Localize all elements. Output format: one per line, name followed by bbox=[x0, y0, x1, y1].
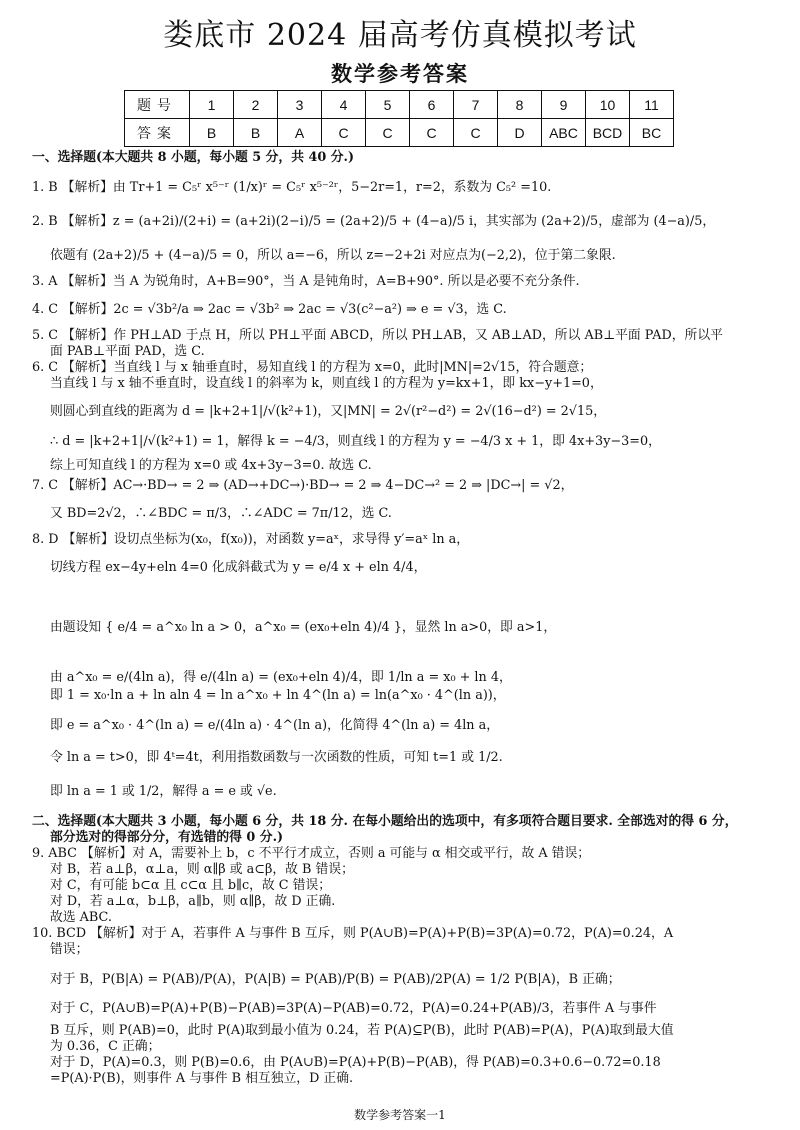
section-heading: 部分选对的得部分分，有选错的得 0 分.) bbox=[50, 829, 284, 845]
document-title: 娄底市 2024 届高考仿真模拟考试 bbox=[163, 18, 637, 53]
solution-line: 3. A 【解析】当 A 为锐角时，A+B=90°，当 A 是钝角时，A=B+90°. 所以是必要不充分条件. bbox=[32, 273, 580, 289]
answer-table-answer-row bbox=[125, 119, 674, 147]
answer-cell: BCD bbox=[586, 119, 630, 147]
answer-cell: B bbox=[234, 119, 278, 147]
solution-line: 错误； bbox=[50, 941, 89, 957]
answer-cell: C bbox=[454, 119, 498, 147]
answer-table-number-row bbox=[125, 91, 674, 119]
solution-line: 由 a^x₀ = e/(4ln a)，得 e/(4ln a) = (ex₀+eln 4)/4，即 1/ln a = x₀ + ln 4， bbox=[50, 669, 512, 685]
question-number: 7 bbox=[454, 91, 498, 119]
solution-line: 对于 B，P(B|A) = P(AB)/P(A)，P(A|B) = P(AB)/P(B) = P(AB)/2P(A) = 1/2 P(B|A)，B 正确； bbox=[50, 971, 621, 987]
solution-line: 由题设知 { e/4 = a^x₀ ln a > 0，a^x₀ = (ex₀+eln 4)/4 }，显然 ln a>0，即 a>1， bbox=[50, 619, 557, 635]
answer-cell: ABC bbox=[542, 119, 586, 147]
row-label-answer: 答案 bbox=[125, 119, 190, 147]
answer-cell: A bbox=[278, 119, 322, 147]
solution-line: 5. C 【解析】作 PH⊥AD 于点 H，所以 PH⊥平面 ABCD，所以 PH⊥AB，又 AB⊥AD，所以 AB⊥平面 PAD，所以平 bbox=[32, 327, 723, 343]
solution-line: 2. B 【解析】z = (a+2i)/(2+i) = (a+2i)(2−i)/5 = (2a+2)/5 + (4−a)/5 i，其实部为 (2a+2)/5，虚部为 (4−a)/5， bbox=[32, 213, 716, 229]
solution-line: 故选 ABC. bbox=[50, 909, 112, 925]
solution-line: 8. D 【解析】设切点坐标为(x₀，f(x₀))，对函数 y=aˣ，求导得 y′=aˣ ln a， bbox=[32, 531, 470, 547]
solution-line: 即 1 = x₀·ln a + ln aln 4 = ln a^x₀ + ln 4^(ln a) = ln(a^x₀ · 4^(ln a))， bbox=[50, 687, 506, 703]
solution-line: 则圆心到直线的距离为 d = |k+2+1|/√(k²+1)，又|MN| = 2√(r²−d²) = 2√(16−d²) = 2√15， bbox=[50, 403, 607, 419]
answer-cell: C bbox=[366, 119, 410, 147]
solution-line: 综上可知直线 l 的方程为 x=0 或 4x+3y−3=0. 故选 C. bbox=[50, 457, 372, 473]
solution-line: 9. ABC 【解析】对 A，需要补上 b，c 不平行才成立，否则 a 可能与 α 相交或平行，故 A 错误； bbox=[32, 845, 591, 861]
solution-line: 依题有 (2a+2)/5 + (4−a)/5 = 0，所以 a=−6，所以 z=−2+2i 对应点为(−2,2)，位于第二象限. bbox=[50, 247, 616, 263]
question-number: 2 bbox=[234, 91, 278, 119]
solution-line: 对 B，若 a⊥β，α⊥a，则 α∥β 或 a⊂β，故 B 错误； bbox=[50, 861, 354, 877]
question-number: 9 bbox=[542, 91, 586, 119]
answer-cell: D bbox=[498, 119, 542, 147]
question-number: 8 bbox=[498, 91, 542, 119]
solution-line: 对 C，有可能 b⊂α 且 c⊂α 且 b∥c，故 C 错误； bbox=[50, 877, 332, 893]
question-number: 11 bbox=[630, 91, 674, 119]
question-number: 1 bbox=[190, 91, 234, 119]
solution-line: 切线方程 ex−4y+eln 4=0 化成斜截式为 y = e/4 x + eln 4/4， bbox=[50, 559, 427, 575]
page-footer: 数学参考答案一1 bbox=[354, 1108, 446, 1122]
solution-line: 即 e = a^x₀ · 4^(ln a) = e/(4ln a) · 4^(ln a)，化简得 4^(ln a) = 4ln a， bbox=[50, 717, 500, 733]
solution-line: =P(A)·P(B)，则事件 A 与事件 B 相互独立，D 正确. bbox=[50, 1071, 354, 1087]
question-number: 5 bbox=[366, 91, 410, 119]
document-subtitle: 数学参考答案 bbox=[331, 61, 469, 86]
solution-line: 4. C 【解析】2c = √3b²/a ⇒ 2ac = √3b² ⇒ 2ac = √3(c²−a²) ⇒ e = √3，选 C. bbox=[32, 301, 507, 317]
answer-cell: C bbox=[322, 119, 366, 147]
answer-cell: C bbox=[410, 119, 454, 147]
solution-line: 对 D，若 a⊥α，b⊥β，a∥b，则 α∥β，故 D 正确. bbox=[50, 893, 336, 909]
answer-cell: B bbox=[190, 119, 234, 147]
solution-line: 又 BD=2√2，∴∠BDC = π/3，∴∠ADC = 7π/12，选 C. bbox=[50, 505, 392, 521]
row-label-number: 题号 bbox=[125, 91, 190, 119]
solution-line: 对于 D，P(A)=0.3，则 P(B)=0.6，由 P(A∪B)=P(A)+P(B)−P(AB)，得 P(AB)=0.3+0.6−0.72=0.18 bbox=[50, 1055, 661, 1071]
solution-line: 为 0.36，C 正确； bbox=[50, 1039, 161, 1055]
solution-line: 即 ln a = 1 或 1/2，解得 a = e 或 √e. bbox=[50, 783, 277, 799]
solution-line: 对于 C，P(A∪B)=P(A)+P(B)−P(AB)=3P(A)−P(AB)=0.72，P(A)=0.24+P(AB)/3，若事件 A 与事件 bbox=[50, 1001, 657, 1017]
answer-table bbox=[124, 90, 674, 147]
solution-line: 6. C 【解析】当直线 l 与 x 轴垂直时，易知直线 l 的方程为 x=0，此时|MN|=2√15，符合题意； bbox=[32, 359, 593, 375]
question-number: 6 bbox=[410, 91, 454, 119]
solution-line: 面 PAB⊥平面 PAD，选 C. bbox=[50, 343, 205, 359]
question-number: 4 bbox=[322, 91, 366, 119]
solution-line: 1. B 【解析】由 Tr+1 = C₅ʳ x⁵⁻ʳ (1/x)ʳ = C₅ʳ x⁵⁻²ʳ，5−2r=1，r=2，系数为 C₅² =10. bbox=[32, 179, 552, 195]
solution-line: 7. C 【解析】AC→·BD→ = 2 ⇒ (AD→+DC→)·BD→ = 2 ⇒ 4−DC→² = 2 ⇒ |DC→| = √2， bbox=[32, 477, 574, 493]
question-number: 3 bbox=[278, 91, 322, 119]
solution-body bbox=[32, 150, 772, 1087]
solution-line: 当直线 l 与 x 轴不垂直时，设直线 l 的斜率为 k，则直线 l 的方程为 y=kx+1，即 kx−y+1=0， bbox=[50, 375, 603, 391]
solution-line: 10. BCD 【解析】对于 A，若事件 A 与事件 B 互斥，则 P(A∪B)=P(A)+P(B)=3P(A)=0.72，P(A)=0.24，A bbox=[32, 925, 674, 941]
section-heading: 一、选择题(本大题共 8 小题，每小题 5 分，共 40 分.) bbox=[32, 150, 355, 165]
solution-line: ∴ d = |k+2+1|/√(k²+1) = 1，解得 k = −4/3，则直线 l 的方程为 y = −4/3 x + 1，即 4x+3y−3=0， bbox=[50, 433, 661, 449]
section-heading: 二、选择题(本大题共 3 小题，每小题 6 分，共 18 分. 在每小题给出的选项中，有多项符合题目要求. 全部选对的得 6 分， bbox=[32, 813, 738, 829]
solution-line: 令 ln a = t>0，即 4ᵗ=4t，利用指数函数与一次函数的性质，可知 t=1 或 1/2. bbox=[50, 749, 503, 765]
question-number: 10 bbox=[586, 91, 630, 119]
solution-line: B 互斥，则 P(AB)=0，此时 P(A)取到最小值为 0.24，若 P(A)⊆P(B)，此时 P(AB)=P(A)，P(A)取到最大值 bbox=[50, 1023, 674, 1039]
answer-cell: BC bbox=[630, 119, 674, 147]
